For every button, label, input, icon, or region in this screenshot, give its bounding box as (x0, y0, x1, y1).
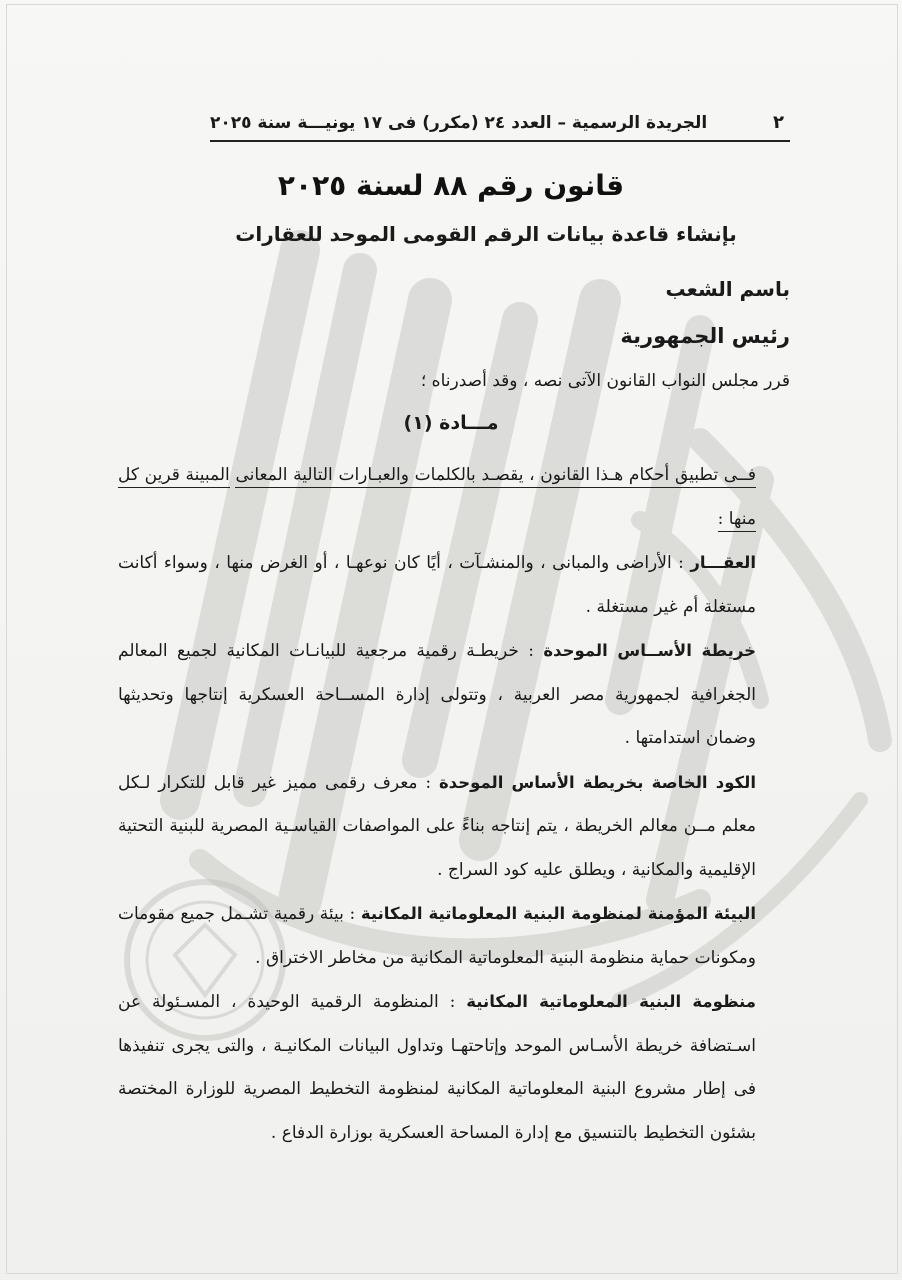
in-the-name-heading: باسم الشعب (665, 277, 790, 301)
enactment-clause: قرر مجلس النواب القانون الآتى نصه ، وقد أصدرناه ؛ (420, 371, 790, 391)
definition-term: البيئة المؤمنة لمنظومة البنية المعلوماتية المكانية (360, 904, 756, 923)
president-heading: رئيس الجمهورية (620, 324, 790, 348)
definition-term: منظومة البنية المعلوماتية المكانية (466, 992, 756, 1011)
definition-item (118, 892, 790, 980)
page-header (210, 108, 790, 138)
article-intro-line1: فــى تطبيق أحكام هـذا القانون ، يقصـد بالكلمات والعبـارات التالية المعانى (235, 465, 756, 488)
article-intro-line2: المبينة قرين كل منها : (118, 465, 756, 532)
definition-text: : المنظومة الرقمية الوحيدة ، المسـئولة عن اسـتضافة خريطة الأسـاس الموحد وإتاحتهـا وتداول البيانات المكانيـة ، والتى يجرى تنفيذها فى إطار مشروع البنية المعلوماتية المكانية لمنظومة التخطيط المصرية للوزارة المختصة بشئون التخطيط بالتنسيق مع إدارة المساحة العسكرية بوزارة الدفاع . (118, 992, 756, 1143)
definition-item (118, 761, 790, 893)
definition-text: : خريطـة رقمية مرجعية للبيانـات المكانية لجميع المعالم الجغرافية لجمهورية مصر العربية ، وتتولى إدارة المســاحة العسكرية إنتاجها وتحديثها وضمان استدامتها . (118, 641, 756, 748)
definition-text: : بيئة رقمية تشـمل جميع مقومات ومكونات حماية منظومة البنية المعلوماتية المكانية من مخاطر الاختراق . (118, 904, 756, 968)
definition-item (118, 541, 790, 629)
article-title: مـــادة (١) (403, 412, 499, 434)
page-number: ٢ (773, 112, 784, 133)
definition-term: الكود الخاصة بخريطة الأساس الموحدة (438, 772, 756, 792)
definition-text: : الأراضى والمبانى ، والمنشـآت ، أيًا كان نوعهـا ، أو الغرض منها ، وسواء أكانت مستغلة أم غير مستغلة . (118, 553, 756, 617)
law-subtitle: بإنشاء قاعدة بيانات الرقم القومى الموحد للعقارات (235, 222, 737, 246)
definition-item (118, 980, 790, 1155)
definition-term: العقـــار (690, 553, 756, 572)
definition-term: خريطة الأســاس الموحدة (543, 641, 756, 660)
gazette-title: الجريدة الرسمية – العدد ٢٤ (مكرر) فى ١٧ يونيـــة سنة ٢٠٢٥ (210, 113, 708, 133)
article-body (118, 454, 790, 1155)
definition-text: : معرف رقمى مميز غير قابل للتكرار لـكل معلم مــن معالم الخريطة ، يتم إنتاجه بناءً على المواصفات القياسـية المصرية للبنية التحتية الإقليمية والمكانية ، ويطلق عليه كود السراج . (118, 772, 756, 880)
law-title: قانون رقم ٨٨ لسنة ٢٠٢٥ (277, 169, 625, 202)
article-intro (118, 454, 790, 541)
definition-item (118, 629, 790, 761)
header-divider (210, 140, 790, 142)
